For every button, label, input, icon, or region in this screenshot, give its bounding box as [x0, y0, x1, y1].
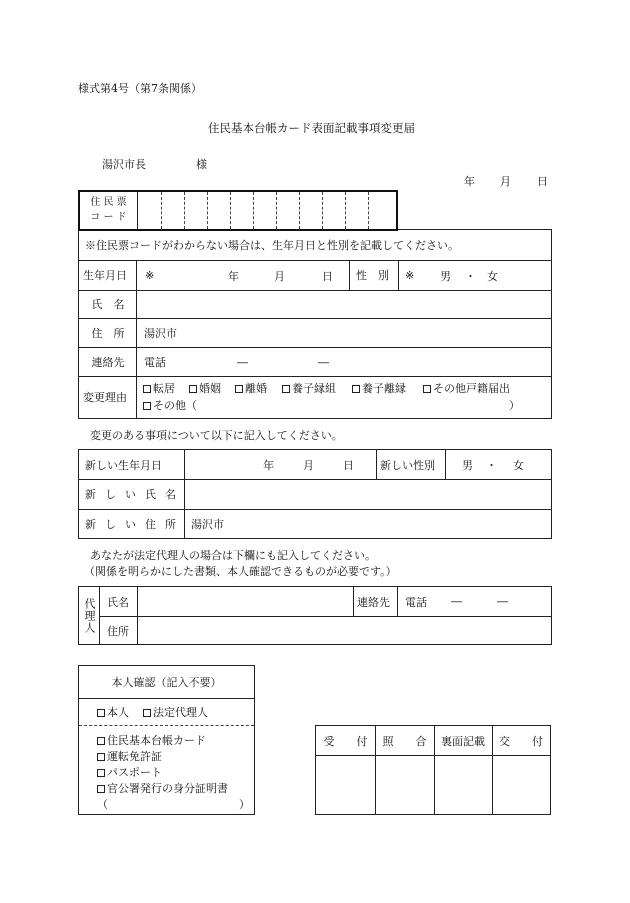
address-prefix: 湯沢市	[144, 327, 177, 340]
reason-checkbox-other-family-register[interactable]: その他戸籍届出	[423, 383, 510, 394]
change-table	[78, 449, 552, 539]
agent-instruction-1: あなたが法定代理人の場合は下欄にも記入してください。	[90, 549, 376, 562]
birth-day-label: 日	[322, 269, 333, 283]
reason-checkbox-move[interactable]: 転居	[143, 383, 175, 394]
new-birth-year-label: 年	[263, 458, 274, 472]
date-day-label: 日	[537, 175, 548, 188]
identity-title: 本人確認（記入不要）	[111, 676, 222, 689]
birth-month-label: 月	[274, 269, 285, 283]
new-birth-month-label: 月	[303, 458, 314, 472]
phone-sep-1: ―	[237, 355, 248, 369]
identity-checkbox-drivers-license[interactable]: 運転免許証	[97, 751, 162, 762]
resident-code-label-1: 住 民 票	[90, 197, 127, 208]
office-header-issuance: 交 付	[499, 734, 543, 748]
address-input[interactable]	[137, 319, 551, 347]
new-male-option: 男	[462, 458, 473, 472]
main-form	[78, 190, 552, 419]
new-birthdate-input[interactable]	[185, 450, 376, 479]
reason-checkbox-marriage[interactable]: 婚姻	[189, 383, 221, 394]
new-sex-label: 新しい性別	[380, 458, 435, 472]
form-number: 様式第4号（第7条関係）	[78, 82, 202, 95]
birthdate-input[interactable]	[137, 261, 349, 290]
identity-checkbox-resident-card[interactable]: 住民基本台帳カード	[97, 735, 206, 746]
agent-label: 代理人	[83, 597, 96, 634]
birthdate-mark: ※	[145, 269, 155, 282]
birthdate-label: 生年月日	[83, 269, 127, 282]
office-table	[315, 725, 551, 815]
reason-checkbox-adoption-dissolution[interactable]: 養子離縁	[352, 383, 406, 394]
sex-mark: ※	[405, 269, 415, 282]
code-note: ※住民票コードがわからない場合は、生年月日と性別を記載してください。	[85, 239, 459, 252]
new-address-input[interactable]	[185, 510, 551, 538]
main-table	[78, 229, 552, 419]
sex-dot: ・	[465, 269, 476, 283]
identity-checkbox-passport[interactable]: パスポート	[97, 767, 162, 778]
birth-year-label: 年	[228, 269, 239, 283]
new-birth-day-label: 日	[343, 458, 354, 472]
sex-input[interactable]	[399, 261, 551, 290]
agent-phone-input[interactable]	[398, 587, 551, 616]
name-label: 氏 名	[91, 298, 125, 311]
identity-checkbox-self[interactable]: 本人	[97, 707, 129, 718]
change-instruction: 変更のある事項について以下に記入してください。	[90, 429, 343, 442]
reason-other-close: ）	[509, 399, 520, 412]
agent-contact-label: 連絡先	[357, 595, 390, 609]
agent-phone-sep-2: ―	[497, 595, 508, 608]
agent-phone-sep-1: ―	[451, 595, 462, 608]
new-address-label: 新しい住所	[85, 517, 185, 531]
new-birthdate-label: 新しい生年月日	[85, 458, 162, 472]
resident-code-input[interactable]	[138, 192, 396, 229]
contact-label: 連絡先	[91, 355, 125, 369]
reason-checkbox-other[interactable]: その他（	[143, 400, 197, 411]
new-sex-input[interactable]	[446, 450, 551, 479]
resident-code-label	[80, 192, 138, 229]
new-name-label: 新しい氏名	[85, 488, 185, 501]
addressee: 湯沢市長	[102, 158, 146, 171]
identity-box	[78, 665, 255, 815]
reason-checkbox-adoption[interactable]: 養子縁組	[282, 383, 336, 394]
resident-code-label-2: コ ー ド	[90, 211, 127, 223]
honorific: 様	[196, 158, 207, 171]
office-header-reception: 受 付	[323, 734, 368, 748]
agent-phone-label: 電話	[405, 595, 427, 609]
office-header-back-entry: 裏面記載	[441, 734, 485, 748]
office-header-verification: 照 合	[382, 734, 427, 748]
reason-options	[137, 377, 551, 418]
identity-other-close: ）	[239, 798, 250, 811]
identity-checkbox-legal-agent[interactable]: 法定代理人	[143, 707, 208, 718]
address-label: 住 所	[91, 326, 125, 340]
new-name-input[interactable]	[185, 480, 551, 509]
new-female-option: 女	[513, 458, 524, 472]
date-year-label: 年	[464, 175, 475, 188]
agent-name-input[interactable]	[138, 587, 353, 616]
identity-other-open: （	[97, 798, 108, 811]
phone-label: 電話	[144, 356, 166, 369]
male-option: 男	[440, 269, 451, 283]
identity-other-input[interactable]	[107, 797, 235, 811]
agent-name-label: 氏名	[107, 595, 129, 609]
contact-input[interactable]	[137, 348, 551, 376]
agent-address-input[interactable]	[138, 617, 551, 644]
agent-table	[78, 586, 552, 645]
name-input[interactable]	[137, 291, 551, 318]
date-month-label: 月	[500, 175, 511, 188]
reason-label: 変更理由	[83, 391, 127, 404]
reason-checkbox-divorce[interactable]: 離婚	[235, 383, 267, 394]
resident-code-box	[78, 190, 398, 231]
new-address-prefix: 湯沢市	[191, 518, 224, 531]
sex-label: 性 別	[356, 269, 389, 282]
form-title: 住民基本台帳カード表面記載事項変更届	[208, 121, 415, 135]
phone-sep-2: ―	[318, 355, 329, 369]
agent-instruction-2: （関係を明らかにした書類、本人確認できるものが必要です。）	[84, 565, 397, 578]
new-sex-dot: ・	[486, 458, 497, 472]
agent-address-label: 住所	[107, 624, 129, 638]
female-option: 女	[487, 269, 498, 283]
identity-checkbox-official-id[interactable]: 官公署発行の身分証明書	[97, 783, 228, 794]
